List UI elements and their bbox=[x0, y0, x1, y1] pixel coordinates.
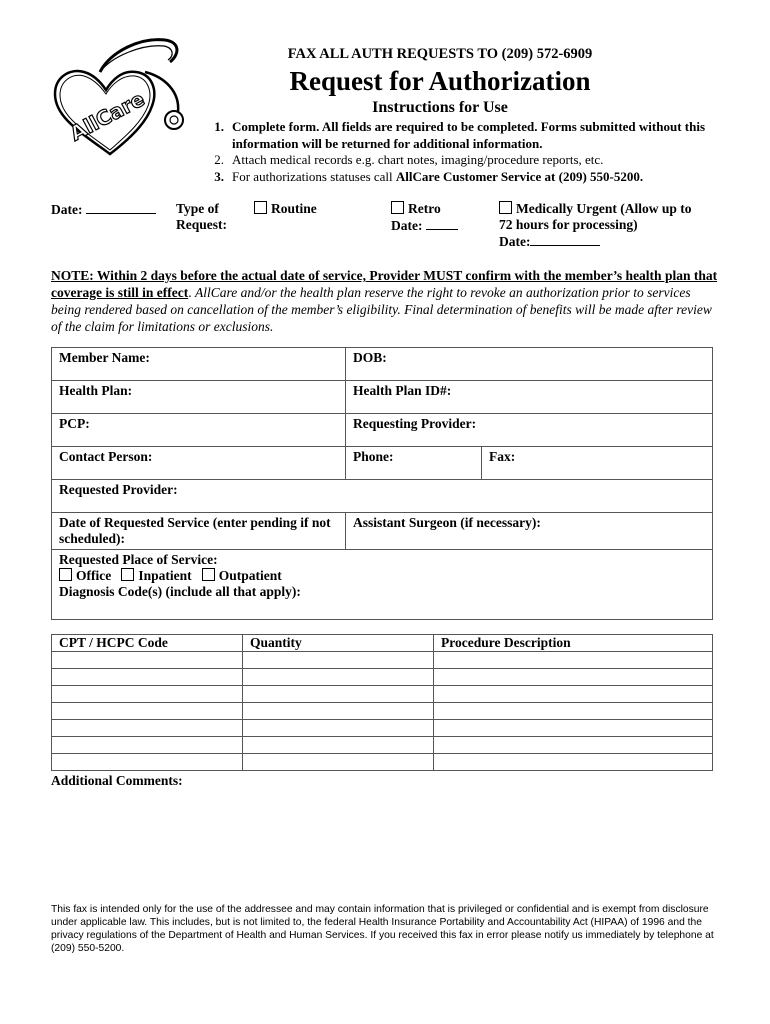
retro-date-field[interactable] bbox=[426, 217, 458, 230]
urgent-checkbox[interactable] bbox=[499, 201, 512, 214]
cpt-code-header: CPT / HCPC Code bbox=[52, 635, 243, 652]
instruction-item-2: 2. Attach medical records e.g. chart notes, imaging/procedure reports, etc. bbox=[214, 152, 604, 167]
procedure-description-cell[interactable] bbox=[434, 737, 713, 754]
instruction-item-3: 3. For authorizations statuses call AllCare Customer Service at (209) 550-5200. bbox=[214, 168, 644, 184]
instruction-item-1: 1. Complete form. All fields are required to be completed. Forms submitted without this information will be returned for additional information. bbox=[214, 119, 706, 151]
quantity-cell[interactable] bbox=[243, 703, 434, 720]
retro-checkbox[interactable] bbox=[391, 201, 404, 214]
cpt-code-cell[interactable] bbox=[52, 686, 243, 703]
table-row bbox=[52, 737, 713, 754]
request-type-label: Type of Request: bbox=[176, 201, 227, 232]
logo-text: AllCare bbox=[65, 86, 149, 146]
phone-field[interactable]: Phone: bbox=[346, 447, 482, 480]
contact-person-field[interactable]: Contact Person: bbox=[52, 447, 346, 480]
procedure-description-cell[interactable] bbox=[434, 669, 713, 686]
assistant-surgeon-field[interactable]: Assistant Surgeon (if necessary): bbox=[346, 513, 713, 550]
urgent-option: Medically Urgent (Allow up to 72 hours for processing) Date: bbox=[499, 201, 692, 249]
fax-field[interactable]: Fax: bbox=[482, 447, 713, 480]
additional-comments-label: Additional Comments: bbox=[51, 773, 183, 788]
quantity-header: Quantity bbox=[243, 635, 434, 652]
page-title: Request for Authorization bbox=[289, 66, 591, 96]
table-row bbox=[52, 703, 713, 720]
coverage-note: NOTE: Within 2 days before the actual date of service, Provider MUST confirm with the member’s health plan that coverage is still in effect. AllCare and/or the health plan reserve the right to revoke an authorization prior to services being rendered based on cancellation of the member’s eligibility. Final determination of benefits will be made after review of the claim for limitations or exclusions. bbox=[51, 268, 718, 334]
confidentiality-disclaimer: This fax is intended only for the use of the addressee and may contain information that is privileged or confidential and is exempt from disclosure under applicable law. This includes, but is not limited to, the federal Health Insurance Portability and Accountability Act (HIPAA) of 1996 and the privacy regulations of the Department of Health and Human Services. If you received this fax in error please notify us immediately by telephone at (209) 550-5200. bbox=[51, 904, 714, 954]
dob-field[interactable]: DOB: bbox=[346, 348, 713, 381]
quantity-cell[interactable] bbox=[243, 652, 434, 669]
quantity-cell[interactable] bbox=[243, 737, 434, 754]
health-plan-id-field[interactable]: Health Plan ID#: bbox=[346, 381, 713, 414]
outpatient-checkbox[interactable] bbox=[202, 568, 215, 581]
table-row bbox=[52, 720, 713, 737]
requested-provider-field[interactable]: Requested Provider: bbox=[52, 480, 713, 513]
instructions-heading: Instructions for Use bbox=[372, 99, 508, 116]
inpatient-checkbox[interactable] bbox=[121, 568, 134, 581]
quantity-cell[interactable] bbox=[243, 669, 434, 686]
cpt-code-cell[interactable] bbox=[52, 703, 243, 720]
instructions-list bbox=[206, 119, 726, 185]
health-plan-field[interactable]: Health Plan: bbox=[52, 381, 346, 414]
office-checkbox[interactable] bbox=[59, 568, 72, 581]
retro-option: Retro Date: bbox=[391, 201, 458, 234]
procedure-description-header: Procedure Description bbox=[434, 635, 713, 652]
procedure-description-cell[interactable] bbox=[434, 703, 713, 720]
cpt-code-cell[interactable] bbox=[52, 737, 243, 754]
cpt-code-cell[interactable] bbox=[52, 669, 243, 686]
diagnosis-code-field[interactable]: Diagnosis Code(s) (include all that apply): bbox=[59, 584, 301, 599]
table-row bbox=[52, 754, 713, 771]
pcp-field[interactable]: PCP: bbox=[52, 414, 346, 447]
table-row bbox=[52, 669, 713, 686]
request-date-field[interactable] bbox=[86, 201, 156, 214]
table-row bbox=[52, 652, 713, 669]
routine-option: Routine bbox=[254, 201, 317, 217]
cpt-code-cell[interactable] bbox=[52, 720, 243, 737]
table-row bbox=[52, 686, 713, 703]
procedure-description-cell[interactable] bbox=[434, 754, 713, 771]
urgent-date-field[interactable] bbox=[530, 233, 600, 246]
routine-checkbox[interactable] bbox=[254, 201, 267, 214]
member-name-field[interactable]: Member Name: bbox=[52, 348, 346, 381]
place-of-service-options: Office Inpatient Outpatient bbox=[59, 568, 705, 584]
cpt-code-cell[interactable] bbox=[52, 754, 243, 771]
requesting-provider-field[interactable]: Requesting Provider: bbox=[346, 414, 713, 447]
member-info-table bbox=[51, 347, 713, 620]
procedure-description-cell[interactable] bbox=[434, 686, 713, 703]
procedure-description-cell[interactable] bbox=[434, 720, 713, 737]
place-and-diagnosis-cell: Requested Place of Service: Office Inpatient Outpatient Diagnosis Code(s) (include all that apply): bbox=[52, 550, 713, 620]
request-date: Date: bbox=[51, 201, 156, 218]
procedure-table-header bbox=[52, 635, 713, 652]
fax-instruction: FAX ALL AUTH REQUESTS TO (209) 572-6909 bbox=[287, 46, 593, 62]
date-of-service-field[interactable]: Date of Requested Service (enter pending if not scheduled): bbox=[52, 513, 346, 550]
quantity-cell[interactable] bbox=[243, 754, 434, 771]
procedure-table bbox=[51, 634, 713, 771]
cpt-code-cell[interactable] bbox=[52, 652, 243, 669]
procedure-description-cell[interactable] bbox=[434, 652, 713, 669]
quantity-cell[interactable] bbox=[243, 720, 434, 737]
quantity-cell[interactable] bbox=[243, 686, 434, 703]
